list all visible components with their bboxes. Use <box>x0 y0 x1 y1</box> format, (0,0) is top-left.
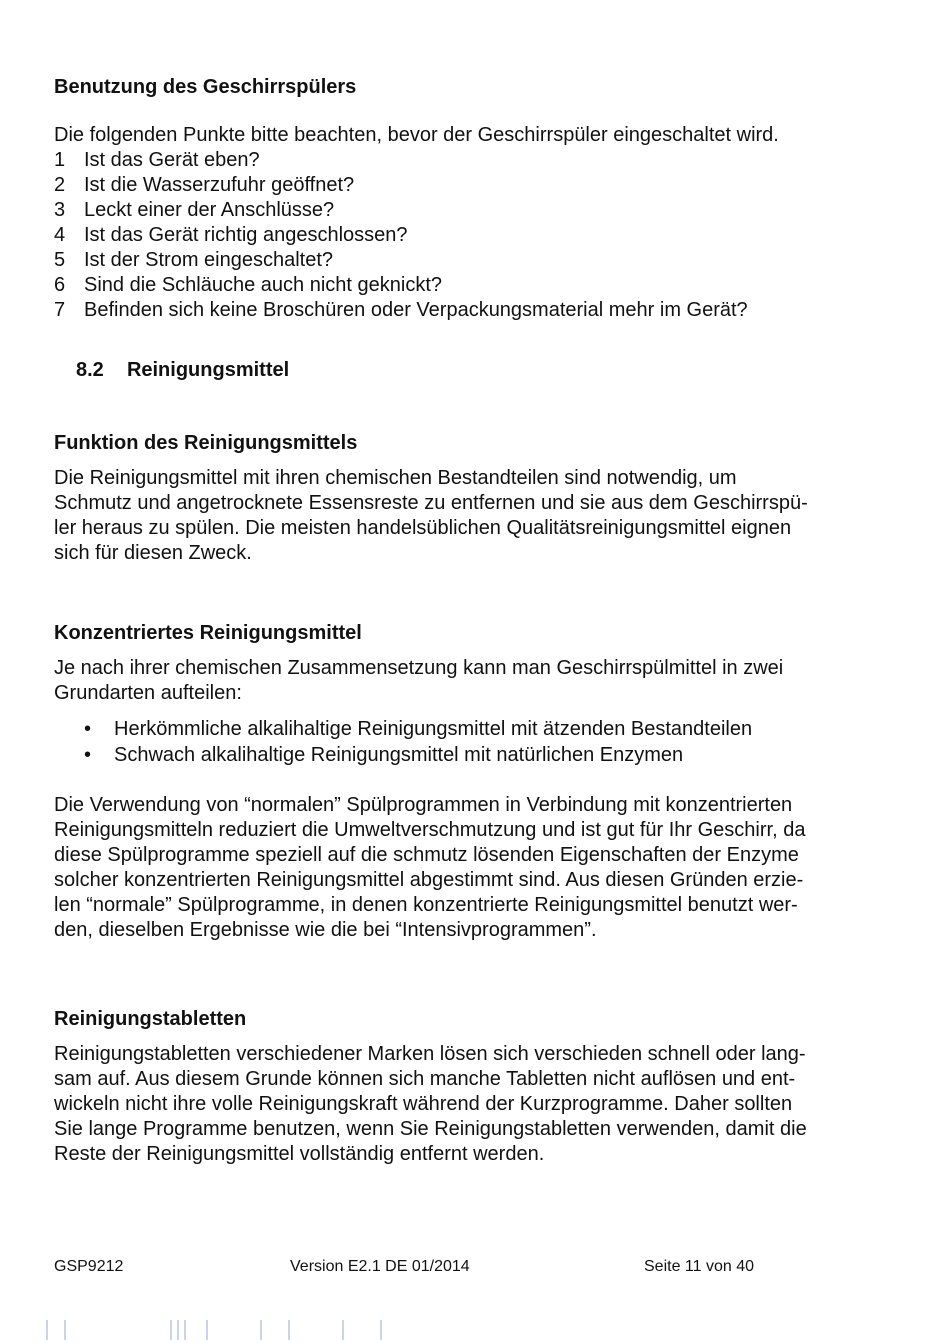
checklist <box>54 148 748 323</box>
concentrated-body <box>54 793 874 943</box>
paragraph-line: len “normale” Spülprogramme, in denen konzentrierte Reinigungsmittel benutzt wer- <box>54 894 798 916</box>
paragraph-line: wickeln nicht ihre volle Reinigungskraft während der Kurzprogramme. Daher sollten <box>54 1093 793 1115</box>
checklist-text: Sind die Schläuche auch nicht geknickt? <box>84 274 443 296</box>
checklist-item <box>54 223 748 248</box>
scan-bar <box>170 1320 172 1340</box>
paragraph-line: Reste der Reinigungsmittel vollständig entfernt werden. <box>54 1143 545 1165</box>
concentrated-intro <box>54 656 874 706</box>
enzyme-bullet-list <box>54 716 752 768</box>
scan-bar <box>288 1320 290 1340</box>
paragraph-line: Je nach ihrer chemischen Zusammensetzung kann man Geschirrspülmittel in zwei <box>54 657 784 679</box>
checklist-item <box>54 173 748 198</box>
section-heading-8-2 <box>76 359 289 382</box>
bullet-icon: • <box>84 744 92 766</box>
checklist-number: 2 <box>54 174 66 196</box>
function-heading: Funktion des Reinigungsmittels <box>54 432 358 454</box>
checklist-number: 4 <box>54 224 66 246</box>
scan-artifact-bars <box>40 1320 440 1342</box>
scan-bar <box>342 1320 344 1340</box>
checklist-text: Ist das Gerät richtig angeschlossen? <box>84 224 408 246</box>
paragraph-line: Reinigungstabletten verschiedener Marken lösen sich verschieden schnell oder lang- <box>54 1043 806 1065</box>
scan-bar <box>206 1320 208 1340</box>
paragraph-line: Schmutz und angetrocknete Essensreste zu entfernen und sie aus dem Geschirrspü- <box>54 492 808 514</box>
checklist-item <box>54 148 748 173</box>
checklist-number: 3 <box>54 199 66 221</box>
scan-bar <box>380 1320 382 1340</box>
paragraph-line: solcher konzentrierten Reinigungsmittel abgestimmt sind. Aus diesen Gründen erzie- <box>54 869 804 891</box>
scan-bar <box>46 1320 48 1340</box>
list-item-text: Herkömmliche alkalihaltige Reinigungsmittel mit ätzenden Bestandteilen <box>114 718 753 740</box>
bullet-icon: • <box>84 718 92 740</box>
checklist-text: Ist die Wasserzufuhr geöffnet? <box>84 174 355 196</box>
checklist-item <box>54 298 748 323</box>
section-number: 8.2 <box>76 359 104 381</box>
tablets-heading: Reinigungstabletten <box>54 1008 247 1030</box>
scan-bar <box>184 1320 186 1340</box>
list-item <box>54 716 752 742</box>
usage-intro <box>54 123 874 148</box>
paragraph-line: diese Spülprogramme speziell auf die schmutz lösenden Eigenschaften der Enzyme <box>54 844 799 866</box>
tablets-paragraph <box>54 1042 874 1167</box>
checklist-text: Ist das Gerät eben? <box>84 149 260 171</box>
checklist-item <box>54 273 748 298</box>
paragraph-line: ler heraus zu spülen. Die meisten handelsüblichen Qualitätsreinigungsmittel eignen <box>54 517 792 539</box>
checklist-text: Befinden sich keine Broschüren oder Verpackungsmaterial mehr im Gerät? <box>84 299 748 321</box>
list-item-text: Schwach alkalihaltige Reinigungsmittel mit natürlichen Enzymen <box>114 744 684 766</box>
paragraph-line: Grundarten aufteilen: <box>54 682 242 704</box>
list-item <box>54 742 752 768</box>
paragraph-line: Die Reinigungsmittel mit ihren chemischen Bestandteilen sind notwendig, um <box>54 467 737 489</box>
paragraph-line: Die Verwendung von “normalen” Spülprogrammen in Verbindung mit konzentrierten <box>54 794 793 816</box>
footer-model: GSP9212 <box>54 1258 124 1275</box>
footer-version: Version E2.1 DE 01/2014 <box>290 1258 470 1275</box>
checklist-text: Leckt einer der Anschlüsse? <box>84 199 335 221</box>
checklist-number: 5 <box>54 249 66 271</box>
scan-bar <box>177 1320 179 1340</box>
footer-page-number: Seite 11 von 40 <box>644 1258 755 1275</box>
paragraph-line: den, dieselben Ergebnisse wie die bei “Intensivprogrammen”. <box>54 919 597 941</box>
scan-bar <box>260 1320 262 1340</box>
checklist-item <box>54 198 748 223</box>
usage-intro-line: Die folgenden Punkte bitte beachten, bevor der Geschirrspüler eingeschaltet wird. <box>54 124 779 146</box>
paragraph-line: Reinigungsmitteln reduziert die Umweltverschmutzung und ist gut für Ihr Geschirr, da <box>54 819 806 841</box>
checklist-number: 7 <box>54 299 66 321</box>
checklist-text: Ist der Strom eingeschaltet? <box>84 249 334 271</box>
concentrated-heading: Konzentriertes Reinigungsmittel <box>54 622 362 644</box>
checklist-item <box>54 248 748 273</box>
paragraph-line: sich für diesen Zweck. <box>54 542 252 564</box>
function-paragraph <box>54 466 874 566</box>
paragraph-line: Sie lange Programme benutzen, wenn Sie Reinigungstabletten verwenden, damit die <box>54 1118 807 1140</box>
section-title: Reinigungsmittel <box>126 359 290 381</box>
checklist-number: 6 <box>54 274 66 296</box>
checklist-number: 1 <box>54 149 66 171</box>
scan-bar <box>64 1320 66 1340</box>
usage-heading: Benutzung des Geschirrspülers <box>54 76 357 98</box>
paragraph-line: sam auf. Aus diesem Grunde können sich manche Tabletten nicht auflösen und ent- <box>54 1068 796 1090</box>
